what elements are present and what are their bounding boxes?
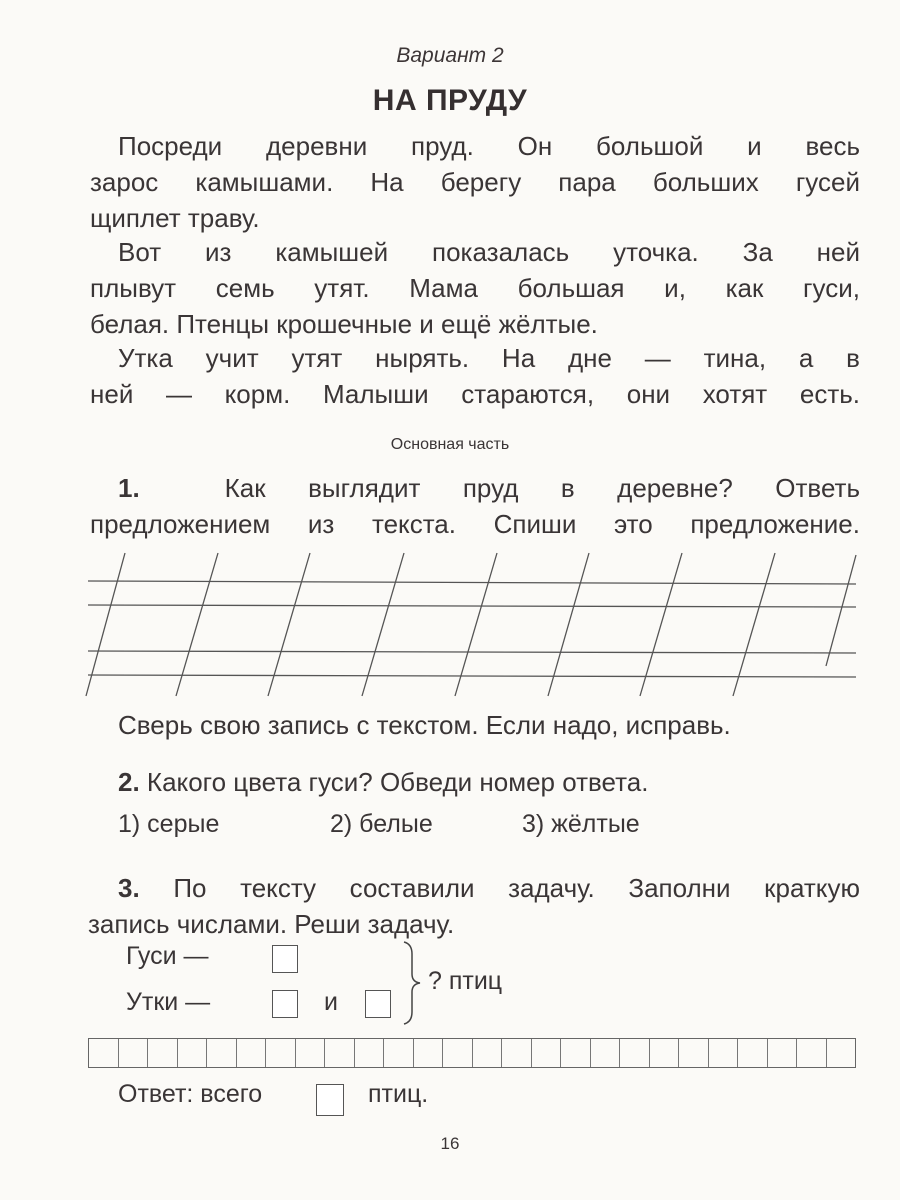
ducks-count-box-1[interactable]	[272, 990, 298, 1018]
story-line: белая. Птенцы крошечные и ещё жёлтые.	[90, 309, 598, 339]
task3-text: По тексту составили задачу. Заполни краткую	[173, 873, 860, 903]
variant-label: Вариант 2	[396, 44, 504, 67]
task2-question	[118, 764, 860, 800]
task2-text: Какого цвета гуси? Обведи номер ответа.	[146, 767, 649, 797]
section-label: Основная часть	[390, 436, 510, 453]
task1-text: Как выглядит пруд в деревне? Ответь	[224, 473, 861, 503]
and-label: и	[324, 988, 338, 1016]
page-number: 16	[440, 1134, 460, 1153]
task3-line: запись числами. Реши задачу.	[88, 909, 455, 939]
curly-brace-icon	[398, 940, 428, 1026]
answer-prefix: Ответ: всего	[118, 1080, 263, 1108]
ducks-label: Утки —	[126, 988, 211, 1016]
story-line: ней — корм. Малыши стараются, они хотят есть.	[90, 379, 860, 409]
solution-grid[interactable]	[88, 1038, 856, 1068]
story-title: НА ПРУДУ	[372, 84, 528, 117]
option-1[interactable]: 1) серые	[118, 810, 220, 838]
task1-number: 1.	[118, 473, 140, 503]
ducks-count-box-2[interactable]	[365, 990, 391, 1018]
story-line: щиплет траву.	[90, 203, 260, 233]
check-note-text: Сверь свою запись с текстом. Если надо, исправь.	[118, 710, 731, 740]
geese-label: Гуси —	[126, 942, 209, 970]
task2-number: 2.	[118, 767, 140, 797]
total-question-label: ? птиц	[428, 967, 503, 995]
answer-suffix: птиц.	[368, 1080, 429, 1108]
story-line: Посреди деревни пруд. Он большой и весь	[118, 131, 860, 161]
task3-question	[88, 870, 860, 942]
story-line: Утка учит утят нырять. На дне — тина, а в	[118, 343, 860, 373]
story-line: Вот из камышей показалась уточка. За ней	[118, 237, 860, 267]
option-2[interactable]: 2) белые	[330, 810, 433, 838]
task1-line: предложением из текста. Спиши это предложение.	[90, 509, 860, 539]
story-line: зарос камышами. На берегу пара больших гусей	[90, 167, 860, 197]
task1-check-note	[118, 707, 878, 743]
task3-number: 3.	[118, 873, 140, 903]
answer-box[interactable]	[316, 1084, 344, 1116]
geese-count-box[interactable]	[272, 945, 298, 973]
story-line: плывут семь утят. Мама большая и, как гуси,	[90, 273, 860, 303]
option-3[interactable]: 3) жёлтые	[522, 810, 640, 838]
